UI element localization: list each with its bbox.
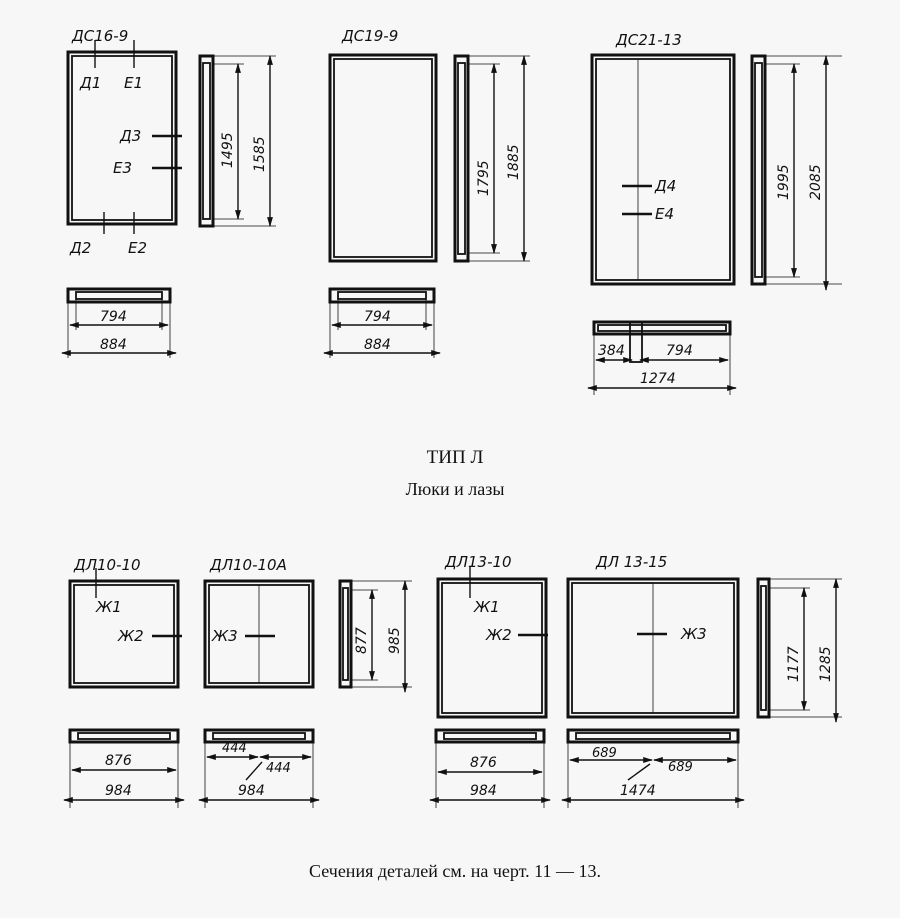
panel-mark: ДЛ10-10А bbox=[210, 556, 287, 574]
part-label: Е4 bbox=[655, 205, 675, 223]
part-label: Ж1 bbox=[474, 598, 500, 616]
dimension-label: 444 bbox=[222, 741, 247, 756]
panel-mark: ДЛ10-10 bbox=[74, 556, 141, 574]
part-label: Д3 bbox=[120, 127, 142, 145]
side-view-dl13 bbox=[758, 579, 842, 722]
dimension-label: 794 bbox=[364, 309, 391, 325]
part-label: Д2 bbox=[70, 239, 92, 257]
part-label: Ж3 bbox=[212, 627, 238, 645]
dimension-label: 384 bbox=[598, 343, 625, 359]
dimension-label: 794 bbox=[666, 343, 693, 359]
dimension-label: 1795 bbox=[476, 160, 492, 196]
plan-view-ds19-9 bbox=[324, 289, 440, 358]
panel-dl10-10 bbox=[70, 556, 182, 687]
dimension-label: 984 bbox=[238, 783, 265, 799]
dimension-label: 1285 bbox=[818, 646, 834, 682]
panel-ds19-9 bbox=[330, 27, 436, 261]
part-label: Е2 bbox=[128, 239, 148, 257]
side-view-ds19-9 bbox=[455, 56, 530, 261]
panel-dl13-10 bbox=[438, 553, 548, 717]
side-view-dl10 bbox=[340, 581, 412, 692]
dimension-label: 985 bbox=[387, 627, 403, 654]
side-view-ds21-13 bbox=[752, 56, 842, 290]
dimension-label: 444 bbox=[266, 761, 291, 776]
part-label: Д1 bbox=[80, 74, 102, 92]
side-view-ds16-9 bbox=[200, 56, 276, 226]
part-label: Ж1 bbox=[96, 598, 122, 616]
dimension-label: 877 bbox=[354, 627, 370, 654]
dimension-label: 2085 bbox=[808, 164, 824, 200]
dimension-label: 689 bbox=[668, 760, 693, 775]
panel-mark: ДЛ13-10 bbox=[445, 553, 512, 571]
part-label: Ж3 bbox=[681, 625, 707, 643]
dimension-label: 1274 bbox=[640, 371, 676, 387]
panel-dl10-10a bbox=[205, 556, 313, 687]
dimension-label: 876 bbox=[105, 753, 132, 769]
type-title: ТИП Л bbox=[426, 447, 484, 468]
dimension-label: 1495 bbox=[220, 132, 236, 168]
plan-view-dl10-10 bbox=[64, 730, 184, 808]
plan-view-dl13-15 bbox=[562, 730, 744, 808]
footnote: Сечения деталей см. на черт. 11 — 13. bbox=[309, 861, 601, 881]
panel-mark: ДЛ 13-15 bbox=[596, 553, 668, 571]
panel-dl13-15 bbox=[568, 553, 738, 717]
panel-mark: ДС19-9 bbox=[342, 27, 399, 45]
panel-ds16-9 bbox=[68, 27, 182, 257]
dimension-label: 1585 bbox=[252, 136, 268, 172]
dimension-label: 876 bbox=[470, 755, 497, 771]
dimension-label: 1177 bbox=[786, 646, 802, 682]
type-subtitle: Люки и лазы bbox=[405, 479, 505, 499]
dimension-label: 884 bbox=[364, 337, 391, 353]
panel-mark: ДС16-9 bbox=[72, 27, 129, 45]
part-label: Ж2 bbox=[118, 627, 144, 645]
dimension-label: 1995 bbox=[776, 164, 792, 200]
part-label: Е3 bbox=[113, 159, 133, 177]
dimension-label: 1474 bbox=[620, 783, 656, 799]
plan-view-ds16-9 bbox=[62, 289, 176, 358]
dimension-label: 984 bbox=[470, 783, 497, 799]
part-label: Е1 bbox=[124, 74, 144, 92]
dimension-label: 794 bbox=[100, 309, 127, 325]
plan-view-ds21-13 bbox=[588, 322, 736, 395]
plan-view-dl13-10 bbox=[430, 730, 550, 808]
part-label: Д4 bbox=[655, 177, 677, 195]
dimension-label: 984 bbox=[105, 783, 132, 799]
plan-view-dl10-10a bbox=[199, 730, 319, 808]
panel-ds21-13 bbox=[592, 31, 734, 284]
panel-mark: ДС21-13 bbox=[616, 31, 682, 49]
part-label: Ж2 bbox=[486, 626, 512, 644]
dimension-label: 884 bbox=[100, 337, 127, 353]
dimension-label: 689 bbox=[592, 746, 617, 761]
dimension-label: 1885 bbox=[506, 144, 522, 180]
